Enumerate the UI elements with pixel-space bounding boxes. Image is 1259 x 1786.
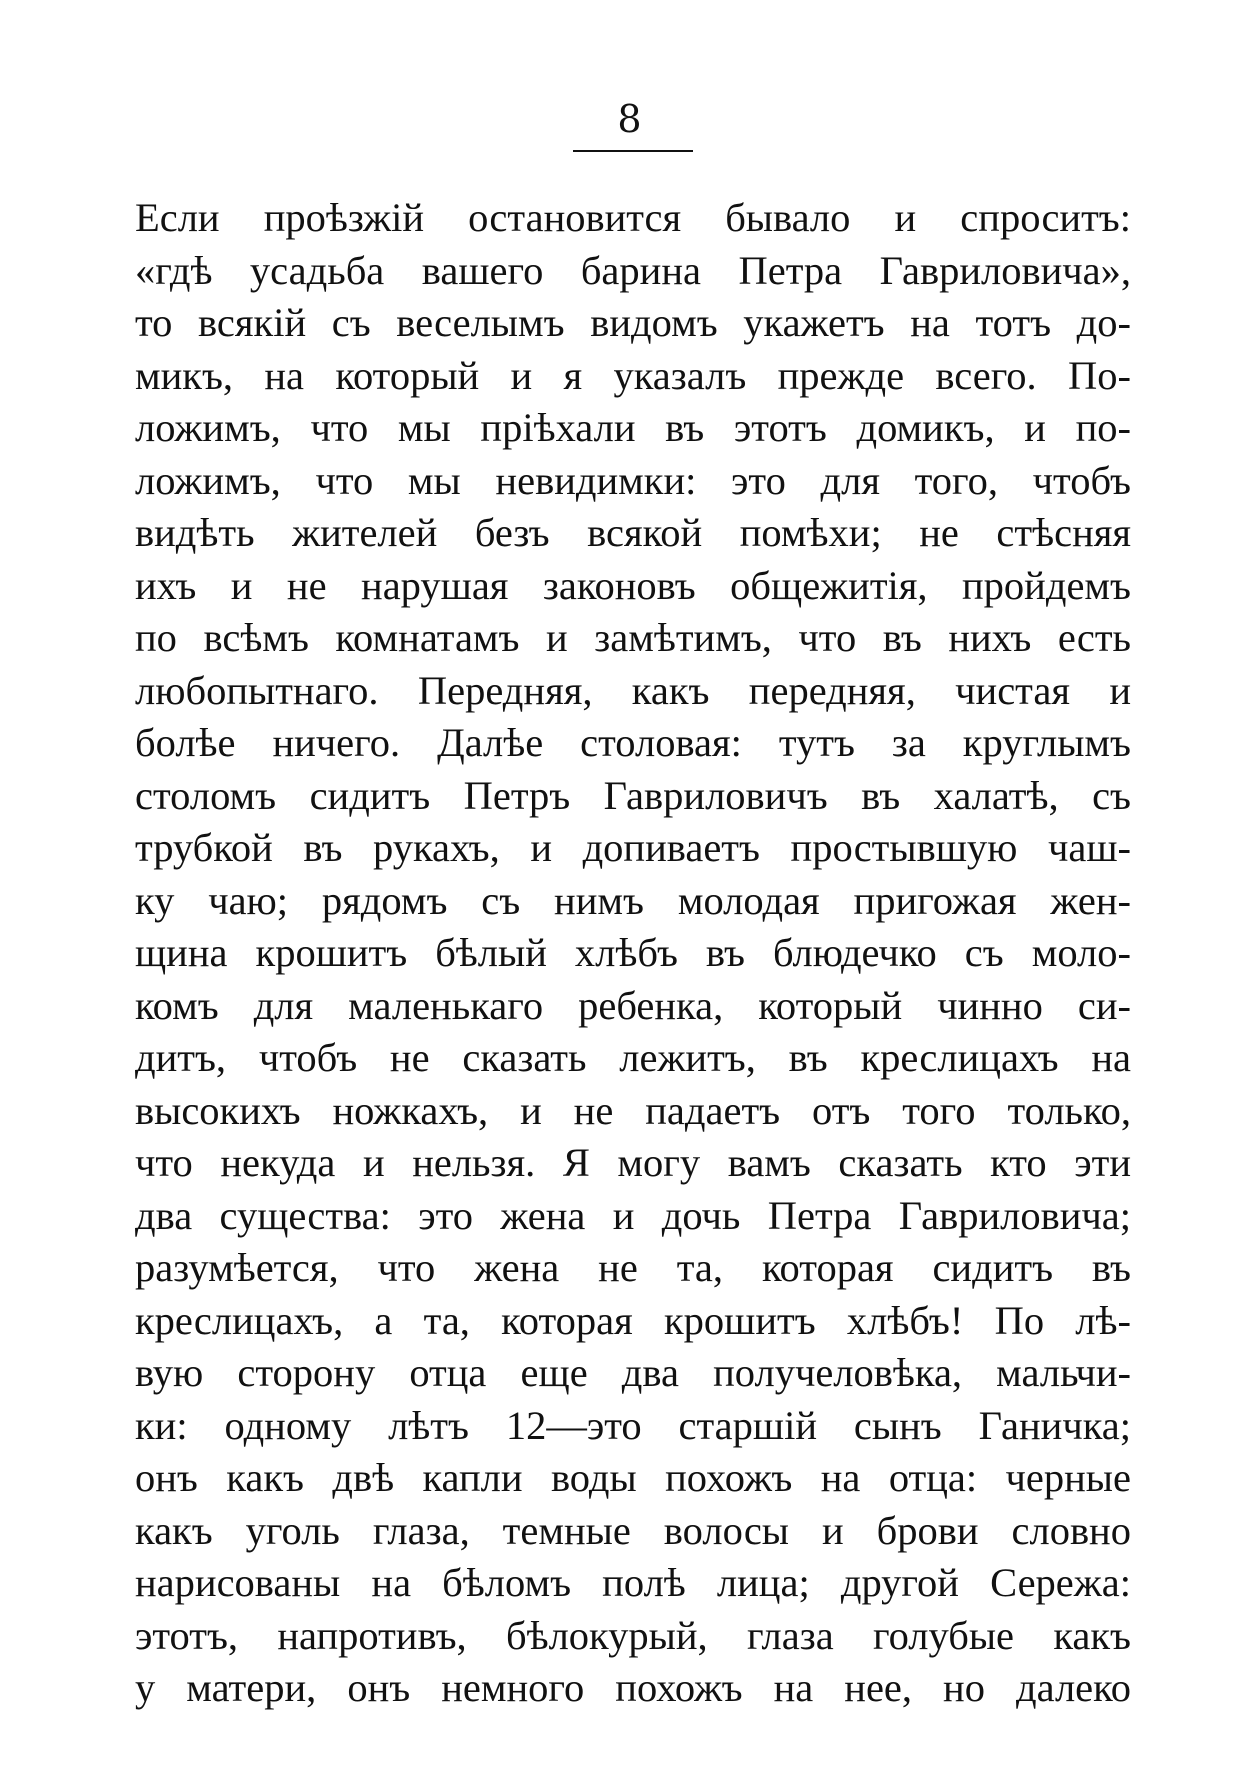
text-line: дитъ, чтобъ не сказать лежитъ, въ креслицахъ на	[135, 1035, 1131, 1080]
text-line: видѣть жителей безъ всякой помѣхи; не стѣсняя	[135, 510, 1131, 555]
text-line: «гдѣ усадьба вашего барина Петра Гавриловича»,	[135, 247, 1131, 293]
text-line: любопытнаго. Передняя, какъ передняя, чистая и	[135, 667, 1131, 713]
text-line: то всякій съ веселымъ видомъ укажетъ на тотъ до-	[135, 300, 1131, 345]
text-line: щина крошитъ бѣлый хлѣбъ въ блюдечко съ моло-	[135, 930, 1131, 975]
text-line: ложимъ, что мы пріѣхали въ этотъ домикъ, и по-	[135, 405, 1131, 450]
text-line: какъ уголь глаза, темные волосы и брови словно	[135, 1507, 1131, 1553]
page-number: 8	[617, 97, 642, 141]
text-line: креслицахъ, а та, которая крошитъ хлѣбъ! По лѣ-	[135, 1297, 1131, 1343]
text-line: Если проѣзжій остановится бывало и спроситъ:	[135, 195, 1131, 240]
page-number-rule	[573, 150, 693, 152]
text-line: комъ для маленькаго ребенка, который чинно си-	[135, 982, 1131, 1028]
text-line: два существа: это жена и дочь Петра Гавриловича;	[135, 1192, 1131, 1238]
text-line: у матери, онъ немного похожъ на нее, но далеко	[135, 1665, 1131, 1710]
text-line: разумѣется, что жена не та, которая сидитъ въ	[135, 1245, 1131, 1290]
text-line: вую сторону отца еще два получеловѣка, мальчи-	[135, 1350, 1131, 1395]
text-line: ку чаю; рядомъ съ нимъ молодая пригожая жен-	[135, 877, 1131, 923]
text-line: этотъ, напротивъ, бѣлокурый, глаза голубые какъ	[135, 1612, 1131, 1658]
text-line: столомъ сидитъ Петръ Гавриловичъ въ халатѣ, съ	[135, 772, 1131, 818]
text-line: болѣе ничего. Далѣе столовая: тутъ за круглымъ	[135, 720, 1131, 765]
text-line: нарисованы на бѣломъ полѣ лица; другой Сережа:	[135, 1560, 1131, 1605]
text-line: трубкой въ рукахъ, и допиваетъ простывшую чаш-	[135, 825, 1131, 870]
text-line: ки: одному лѣтъ 12—это старшій сынъ Ганичка;	[135, 1402, 1131, 1448]
text-line: онъ какъ двѣ капли воды похожъ на отца: черные	[135, 1455, 1131, 1500]
text-line: ихъ и не нарушая законовъ общежитія, пройдемъ	[135, 562, 1131, 608]
text-line: что некуда и нельзя. Я могу вамъ сказать кто эти	[135, 1140, 1131, 1185]
text-line: микъ, на который и я указалъ прежде всего. По-	[135, 352, 1131, 398]
text-line: ложимъ, что мы невидимки: это для того, чтобъ	[135, 457, 1131, 503]
body-text	[135, 192, 1131, 1715]
text-line: высокихъ ножкахъ, и не падаетъ отъ того только,	[135, 1087, 1131, 1133]
text-line: по всѣмъ комнатамъ и замѣтимъ, что въ нихъ есть	[135, 615, 1131, 660]
